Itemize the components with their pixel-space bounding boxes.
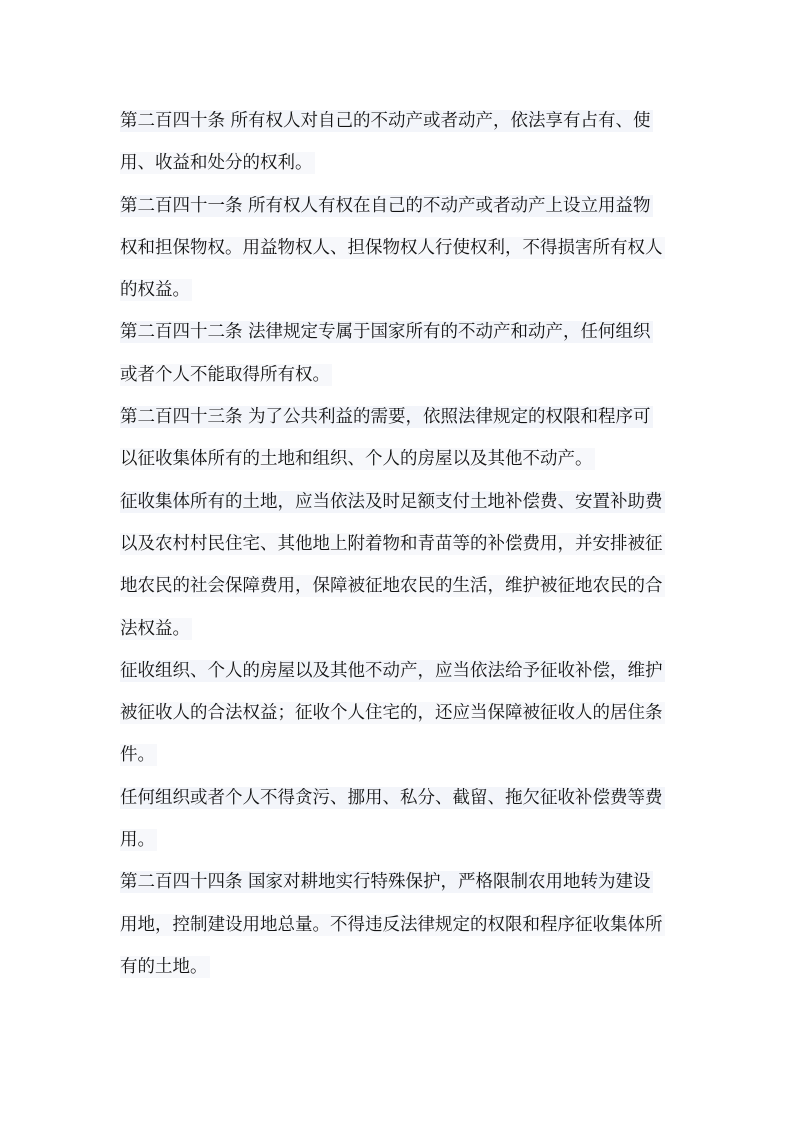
- text-line: 以征收集体所有的土地和组织、个人的房屋以及其他不动产。: [120, 449, 593, 470]
- text-line: 的权益。: [120, 280, 190, 301]
- text-line: 地农民的社会保障费用，保障被征地农民的生活，维护被征地农民的合: [120, 576, 663, 597]
- paragraph-article-243: [120, 396, 680, 481]
- paragraph-article-243-clause-4: [120, 777, 680, 862]
- text-line: 用。: [120, 830, 155, 851]
- paragraph-article-244: [120, 861, 680, 988]
- paragraph-article-243-clause-2: [120, 481, 680, 650]
- text-line: 任何组织或者个人不得贪污、挪用、私分、截留、拖欠征收补偿费等费: [120, 787, 663, 808]
- text-line: 件。: [120, 745, 155, 766]
- text-line: 以及农村村民住宅、其他地上附着物和青苗等的补偿费用，并安排被征: [120, 533, 663, 554]
- paragraph-article-242: [120, 311, 680, 396]
- text-line: 或者个人不能取得所有权。: [120, 364, 330, 385]
- text-line: 征收组织、个人的房屋以及其他不动产，应当依法给予征收补偿，维护: [120, 660, 663, 681]
- text-line: 用、收益和处分的权利。: [120, 153, 313, 174]
- text-line: 第二百四十一条 所有权人有权在自己的不动产或者动产上设立用益物: [120, 195, 651, 216]
- text-line: 法权益。: [120, 618, 190, 639]
- text-line: 第二百四十条 所有权人对自己的不动产或者动产，依法享有占有、使: [120, 111, 651, 131]
- paragraph-article-241: [120, 185, 680, 312]
- text-line: 第二百四十三条 为了公共利益的需要，依照法律规定的权限和程序可: [120, 407, 651, 428]
- text-line: 有的土地。: [120, 956, 208, 977]
- text-line: 征收集体所有的土地，应当依法及时足额支付土地补偿费、安置补助费: [120, 491, 663, 512]
- text-line: 权和担保物权。用益物权人、担保物权人行使权利，不得损害所有权人: [120, 237, 663, 258]
- paragraph-article-240: [120, 100, 680, 185]
- paragraph-article-243-clause-3: [120, 650, 680, 777]
- text-line: 被征收人的合法权益；征收个人住宅的，还应当保障被征收人的居住条: [120, 703, 663, 724]
- text-line: 第二百四十四条 国家对耕地实行特殊保护，严格限制农用地转为建设: [120, 872, 651, 893]
- text-line: 用地，控制建设用地总量。不得违反法律规定的权限和程序征收集体所: [120, 914, 663, 935]
- document-body: [120, 100, 680, 988]
- text-line: 第二百四十二条 法律规定专属于国家所有的不动产和动产，任何组织: [120, 322, 651, 343]
